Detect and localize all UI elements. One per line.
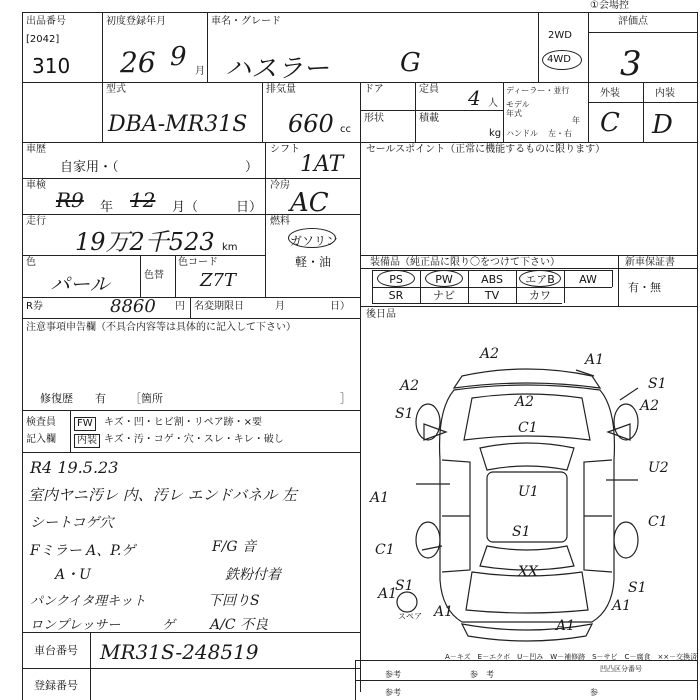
note-line: ロンプレッサー: [30, 618, 121, 633]
lot-number: 310: [32, 54, 71, 78]
note-line: R4 19.5.23: [30, 458, 119, 477]
model-label: 型式: [106, 84, 126, 95]
ext-value: C: [600, 108, 620, 138]
note-line: A/C 不良: [210, 617, 268, 633]
reg-month-unit: 月: [195, 66, 205, 77]
reg-number-label: 登録番号: [34, 679, 78, 692]
copy-label: ①会場控: [590, 0, 629, 11]
damage-mark: A2: [640, 398, 660, 414]
ref-label: 参: [590, 688, 598, 697]
note-line: 下回りS: [208, 593, 260, 609]
reg-label: 初度登録年月: [106, 16, 166, 27]
note-line: パンクイタ理キット: [30, 594, 146, 609]
inspect-year: R9: [56, 188, 84, 212]
note-line: 室内ヤニ汚レ 内、汚レ エンドバネル 左: [28, 486, 298, 504]
disp-label: 排気量: [266, 84, 296, 95]
car-name: ハスラー: [225, 54, 330, 84]
color-label: 色: [26, 257, 36, 268]
mileage-label: 走行: [26, 216, 46, 227]
ref-label: 参考: [385, 688, 401, 697]
dealer-label: ディーラー・並行: [506, 86, 570, 95]
damage-mark: A1: [612, 598, 632, 614]
inspect-month: 12: [130, 188, 156, 212]
shift-label: シフト: [270, 144, 300, 155]
score-value: 3: [620, 44, 642, 84]
damage-mark: S1: [628, 580, 647, 596]
damage-mark: C1: [375, 542, 395, 558]
inspector-label-1: 検査員: [26, 417, 56, 428]
disp-unit: cc: [340, 124, 351, 135]
recycle-unit: 円: [175, 301, 185, 312]
int-tag: 内装: [74, 434, 100, 448]
damage-mark: A2: [515, 394, 535, 410]
nameplate-month: 月: [275, 301, 285, 312]
inspect-year-unit: 年: [100, 200, 114, 215]
equip-airbag: エアB: [525, 273, 555, 286]
int-label: 内装: [655, 88, 675, 99]
repair-value: 有: [95, 392, 106, 405]
inspector-label-2: 記入欄: [26, 434, 56, 445]
fuel-gas: ガソリン: [290, 234, 339, 248]
legend-text: A－キズ E－エクボ U－凹み W－補修跡 S－サビ C－腐食 ××－交換済: [445, 653, 698, 661]
notes-title: 注意事項申告欄（不具合内容等は具体的に記入して下さい）: [26, 322, 296, 333]
model-value: DBA-MR31S: [108, 112, 248, 137]
note-line: ゲ: [162, 618, 176, 633]
damage-mark: S1: [395, 406, 414, 422]
note-line: F/G 音: [212, 539, 257, 555]
damage-mark: A1: [378, 586, 398, 602]
shape-label: 形状: [364, 113, 384, 124]
damage-mark: S1: [512, 524, 531, 540]
int-items: キズ・汚・コゲ・穴・スレ・キレ・破し: [104, 434, 284, 445]
warranty-value: 有・無: [628, 281, 661, 294]
damage-mark: C1: [648, 514, 668, 530]
nameplate-day: 日）: [330, 301, 350, 312]
ref-label: 参 考: [470, 670, 494, 679]
color-change-label: 色替: [144, 270, 164, 281]
equip-circle: [519, 270, 561, 287]
damage-mark: S1: [395, 578, 414, 594]
cap-unit: 人: [488, 98, 498, 109]
drive-2wd: 2WD: [548, 30, 572, 41]
fuel-label: 燃料: [270, 216, 290, 227]
use-close: ）: [245, 160, 259, 175]
note-line: Fミラー A、P.ゲ: [30, 543, 136, 559]
damage-mark: S1: [648, 376, 667, 392]
spare-label: スペア: [398, 612, 422, 621]
repair-place: ［箇所: [130, 392, 163, 405]
model-year-label: モデル年式: [506, 100, 530, 118]
equip-abs: ABS: [481, 272, 503, 286]
note-line: A・U: [55, 567, 91, 583]
reg-year: 26: [120, 46, 156, 79]
color-code-value: Z7T: [200, 270, 236, 291]
damage-mark: A1: [434, 604, 454, 620]
damage-mark: U2: [648, 460, 669, 476]
ac-value: AC: [290, 188, 329, 218]
use-value: 自家用・（: [60, 160, 119, 175]
ext-label: 外装: [600, 88, 620, 99]
recycle-label: R券: [26, 301, 43, 312]
ref-label: 参考: [385, 670, 401, 679]
score-label: 評価点: [618, 16, 648, 27]
later-title: 後日品: [366, 309, 396, 320]
fw-items: キズ・凹・ヒビ割・リペア跡・×要: [104, 417, 262, 428]
chassis-label: 車台番号: [34, 644, 78, 657]
mileage-unit: km: [222, 242, 238, 253]
recycle-value: 8860: [110, 296, 156, 317]
equip-aw: AW: [579, 272, 597, 286]
cap-value: 4: [468, 86, 481, 110]
warranty-title: 新車保証書: [625, 257, 675, 268]
load-unit: kg: [489, 128, 502, 139]
model-year-unit: 年: [572, 116, 580, 125]
equip-navi: ナビ: [433, 289, 455, 302]
use-label: 車歴: [26, 144, 46, 155]
fuel-light: 軽・油: [295, 255, 332, 269]
reg-month: 9: [170, 42, 187, 72]
inspect-label: 車検: [26, 180, 46, 191]
repair-label: 修復歴: [40, 392, 73, 405]
door-label: ドア: [364, 84, 384, 95]
equip-circle: [425, 270, 463, 287]
inspect-day-unit: 日）: [236, 200, 263, 215]
lot-label: 出品番号: [26, 16, 66, 27]
shift-value: 1AT: [300, 152, 344, 177]
color-code-label: 色コード: [178, 257, 218, 268]
repair-close: ］: [340, 392, 351, 405]
damage-mark: A1: [370, 490, 390, 506]
handle-label: ハンドル: [506, 129, 538, 138]
mileage-value: 19万2千523: [75, 228, 215, 256]
equip-pw: PW: [435, 272, 453, 286]
equip-circle: [377, 270, 415, 287]
color-value: パール: [50, 272, 110, 296]
disp-value: 660: [288, 110, 334, 138]
name-label: 車名・グレード: [211, 16, 281, 27]
grade: G: [400, 48, 421, 78]
nameplate-label: 名変期限日: [194, 301, 244, 312]
int-value: D: [652, 110, 673, 140]
fuel-gas-circle: [288, 228, 339, 248]
fw-tag: FW: [74, 417, 96, 431]
drive-4wd: 4WD: [547, 54, 571, 65]
chassis-value: MR31S-248519: [100, 640, 259, 664]
handle-options: 左・右: [548, 129, 572, 138]
equip-sr: SR: [388, 288, 404, 302]
legend-text-2: 凹凸区分番号: [600, 665, 642, 673]
equip-ps: PS: [389, 272, 403, 286]
damage-mark: U1: [518, 484, 539, 500]
inspect-month-unit: 月（: [172, 200, 199, 215]
equip-leather: カワ: [529, 289, 551, 302]
load-label: 積載: [419, 113, 439, 124]
damage-mark: XX: [518, 564, 538, 580]
damage-mark: A1: [556, 618, 576, 634]
ac-label: 冷房: [270, 180, 290, 191]
damage-mark: A2: [480, 346, 500, 362]
sales-title: セールスポイント（正常に機能するものに限ります）: [366, 144, 606, 155]
damage-mark: C1: [518, 420, 538, 436]
cap-label: 定員: [419, 84, 439, 95]
equip-tv: TV: [484, 288, 500, 302]
note-line: 鉄粉付着: [225, 567, 281, 583]
damage-mark: A1: [585, 352, 605, 368]
lot-sub: [2042]: [26, 34, 60, 45]
note-line: シートコゲ穴: [30, 515, 114, 531]
damage-mark: A2: [400, 378, 420, 394]
equip-title: 装備品（純正品に限り〇をつけて下さい）: [370, 257, 560, 268]
